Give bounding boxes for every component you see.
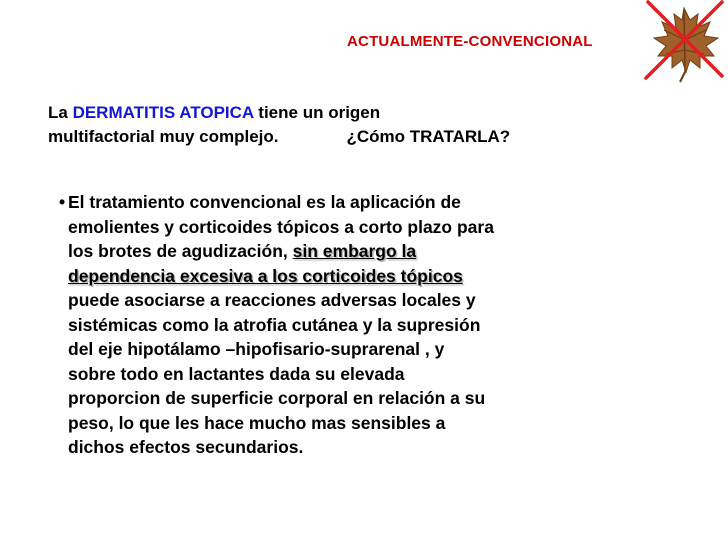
treatment-bullet xyxy=(59,190,668,460)
intro-prefix: La xyxy=(48,103,73,122)
bullet-line-10: peso, lo que les hace mucho mas sensibles a xyxy=(68,412,446,433)
bullet-line-11: dichos efectos secundarios. xyxy=(68,437,304,457)
bullet-line-1: El tratamiento convencional es la aplicación de xyxy=(68,192,461,212)
treatment-question: ¿Cómo TRATARLA? xyxy=(346,127,511,146)
bullet-line-6: sistémicas como la atrofia cutánea y la supresión xyxy=(68,314,481,335)
bullet-line-5: puede asociarse a reacciones adversas locales y xyxy=(68,290,476,310)
bullet-line-3-text: los brotes de agudización, xyxy=(68,241,293,261)
bullet-line-2: emolientes y corticoides tópicos a corto plazo para xyxy=(68,216,494,237)
bullet-line-4 xyxy=(68,264,668,289)
intro-line2-text: multifactorial muy complejo. xyxy=(48,127,279,146)
intro-after-highlight: tiene un origen xyxy=(253,103,381,122)
intro-line-2 xyxy=(48,125,718,149)
slide-header-label: ACTUALMENTE-CONVENCIONAL xyxy=(347,33,593,50)
bullet-line-3 xyxy=(68,239,668,264)
crossed-out-leaf-icon xyxy=(638,0,728,84)
dermatitis-atopica-highlight: DERMATITIS ATOPICA xyxy=(72,103,254,122)
intro-line-1 xyxy=(48,101,718,125)
emphasis-sin-embargo: sin embargo la xyxy=(292,241,417,261)
bullet-line-8: sobre todo en lactantes dada su elevada xyxy=(68,363,405,384)
intro-paragraph xyxy=(48,101,718,149)
emphasis-dependencia: dependencia excesiva a los corticoides tópicos xyxy=(68,265,463,286)
bullet-line-7: del eje hipotálamo –hipofisario-suprarenal , y xyxy=(68,339,445,359)
bullet-marker: • xyxy=(59,192,66,212)
bullet-line-9: proporcion de superficie corporal en relación a su xyxy=(68,388,486,408)
